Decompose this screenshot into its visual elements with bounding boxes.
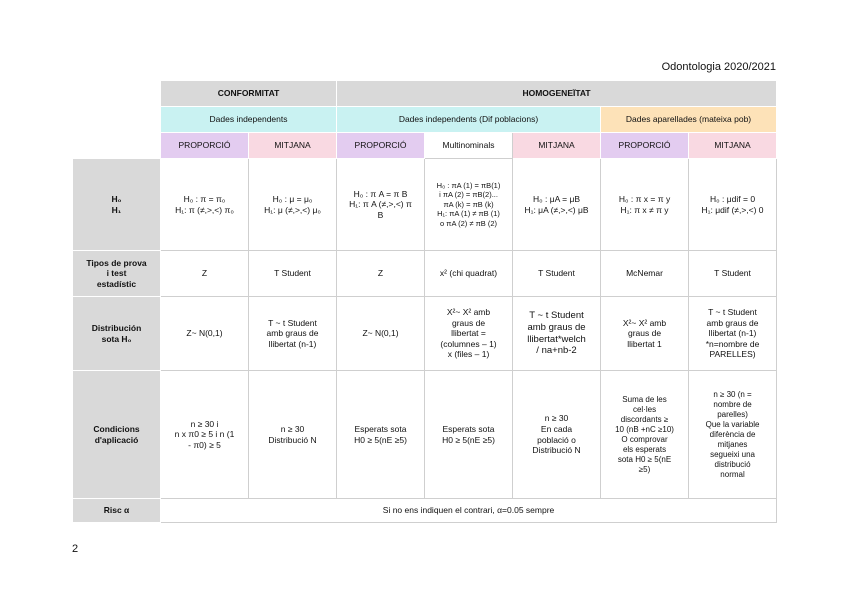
group-homogeneitat: HOMOGENEÏTAT xyxy=(337,81,777,107)
corner-cell xyxy=(73,107,161,133)
row-head-condicions: Condicions d'aplicació xyxy=(73,371,161,499)
distribucio-cell: T ~ t Student amb graus de llibertat*welch / na+nb-2 xyxy=(513,297,601,371)
distribucio-cell: T ~ t Student amb graus de llibertat (n-1) xyxy=(249,297,337,371)
distribucio-cell: T ~ t Student amb graus de llibertat (n-1) *n=nombre de PARELLES) xyxy=(689,297,777,371)
group-conformitat: CONFORMITAT xyxy=(161,81,337,107)
risc-cell: Si no ens indiquen el contrari, α=0.05 sempre xyxy=(161,499,777,523)
hipotesis-cell: H₀ : π A = π B H₁: π A (≠,>,<) π B xyxy=(337,159,425,251)
distribucio-cell: Z~ N(0,1) xyxy=(161,297,249,371)
col-header: MITJANA xyxy=(689,133,777,159)
condicions-cell: n ≥ 30 Distribució N xyxy=(249,371,337,499)
corner-cell xyxy=(73,133,161,159)
row-head-distribucio: Distribución sota H₀ xyxy=(73,297,161,371)
col-header: MITJANA xyxy=(513,133,601,159)
distribucio-cell: Z~ N(0,1) xyxy=(337,297,425,371)
subgroup-dades-aparellades: Dades aparellades (mateixa pob) xyxy=(601,107,777,133)
row-head-risc: Risc α xyxy=(73,499,161,523)
tipus-cell: T Student xyxy=(249,251,337,297)
distribucio-cell: X²~ X² amb graus de llibertat = (columnes – 1) x (files – 1) xyxy=(425,297,513,371)
distribucio-cell: X²~ X² amb graus de llibertat 1 xyxy=(601,297,689,371)
hipotesis-cell: H₀ : μ = μ₀ H₁: μ (≠,>,<) μ₀ xyxy=(249,159,337,251)
row-head-tipus: Tipos de prova i test estadístic xyxy=(73,251,161,297)
hipotesis-cell: H₀ : π x = π y H₁: π x ≠ π y xyxy=(601,159,689,251)
tipus-cell: Z xyxy=(161,251,249,297)
condicions-cell: n ≥ 30 En cada població o Distribució N xyxy=(513,371,601,499)
subgroup-dades-independents: Dades independents xyxy=(161,107,337,133)
col-header: MITJANA xyxy=(249,133,337,159)
col-header: PROPORCIÓ xyxy=(337,133,425,159)
col-header: PROPORCIÓ xyxy=(601,133,689,159)
hypothesis-test-table xyxy=(72,80,777,523)
subgroup-dades-independents-dif: Dades independents (Dif poblacions) xyxy=(337,107,601,133)
condicions-cell: n ≥ 30 (n = nombre de parelles) Que la variable diferència de mitjanes segueixi una distribució normal xyxy=(689,371,777,499)
tipus-cell: x² (chi quadrat) xyxy=(425,251,513,297)
tipus-cell: T Student xyxy=(689,251,777,297)
tipus-cell: Z xyxy=(337,251,425,297)
row-head-hipotesis: H₀ H₁ xyxy=(73,159,161,251)
document-header: Odontologia 2020/2021 xyxy=(661,61,776,73)
col-header: PROPORCIÓ xyxy=(161,133,249,159)
tipus-cell: T Student xyxy=(513,251,601,297)
corner-cell xyxy=(73,81,161,107)
condicions-cell: Esperats sota H0 ≥ 5(nE ≥5) xyxy=(337,371,425,499)
hipotesis-cell: H₀ : μA = μB H₁: μA (≠,>,<) μB xyxy=(513,159,601,251)
tipus-cell: McNemar xyxy=(601,251,689,297)
condicions-cell: Suma de les cel·les discordants ≥ 10 (nB +nC ≥10) O comprovar els esperats sota H0 ≥ 5(nE ≥5) xyxy=(601,371,689,499)
hipotesis-cell: H₀ : π = π₀ H₁: π (≠,>,<) π₀ xyxy=(161,159,249,251)
condicions-cell: n ≥ 30 i n x π0 ≥ 5 i n (1 - π0) ≥ 5 xyxy=(161,371,249,499)
hipotesis-cell: H₀ : πA (1) = πB(1) i πA (2) = πB(2)... πA (k) = πB (k) H₁: πA (1) ≠ πB (1) o πA (2) ≠ πB (2) xyxy=(425,159,513,251)
condicions-cell: Esperats sota H0 ≥ 5(nE ≥5) xyxy=(425,371,513,499)
col-header: Multinominals xyxy=(425,133,513,159)
hipotesis-cell: H₀ : μdif = 0 H₁: μdif (≠,>,<) 0 xyxy=(689,159,777,251)
page-number: 2 xyxy=(72,543,79,555)
